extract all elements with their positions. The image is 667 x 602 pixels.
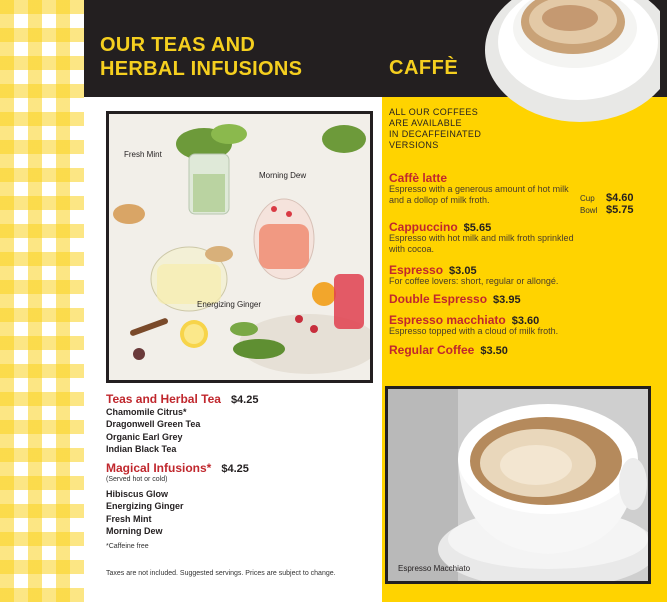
infusions-title: Magical Infusions* $4.25 [106,461,249,475]
item-regular-coffee: Regular Coffee $3.50 [389,343,508,357]
item-espresso-macchiato: Espresso macchiato $3.60 [389,313,540,327]
list-item: Fresh Mint [106,513,152,524]
teas-heading-line2: HERBAL INFUSIONS [100,58,303,80]
item-caffe-latte: Caffè latte [389,171,448,185]
caffe-latte-desc: Espresso with a generous amount of hot milk and a dollop of milk froth. [389,184,569,205]
infusions-note: (Served hot or cold) [106,476,168,483]
item-double-espresso: Double Espresso $3.95 [389,292,521,306]
list-item: Morning Dew [106,525,163,536]
cup-price: $4.60 [606,192,634,204]
teas-heading-line1: OUR TEAS AND [100,34,256,56]
item-cappuccino: Cappuccino $5.65 [389,220,492,234]
espresso-macchiato-desc: Espresso topped with a cloud of milk froth. [389,326,559,336]
list-item: Hibiscus Glow [106,489,169,499]
disclaimer: Taxes are not included. Suggested servings. Prices are subject to change. [106,570,336,577]
latte-prices [580,193,660,217]
teas-title: Teas and Herbal Tea $4.25 [106,392,259,406]
list-item: Chamomile Citrus* [106,407,187,417]
espresso-desc: For coffee lovers: short, regular or allongé. [389,276,559,286]
bowl-price: $5.75 [606,204,634,216]
list-item: Indian Black Tea [106,443,177,454]
list-item: Energizing Ginger [106,501,184,512]
decaf-note: ALL OUR COFFEES ARE AVAILABLE IN DECAFFEINATED VERSIONS [389,107,482,150]
infusions-list [106,488,184,537]
list-item: Dragonwell Green Tea [106,419,201,430]
item-espresso: Espresso $3.05 [389,263,477,277]
cup-label: Cup [580,194,595,203]
cappuccino-desc: Espresso with hot milk and milk froth sprinkled with cocoa. [389,233,574,254]
espresso-macchiato-photo [385,386,651,584]
gingham-pattern [0,0,84,602]
caffeine-free-footnote: *Caffeine free [106,543,149,550]
label-espresso-macchiato: Espresso Macchiato [398,564,471,573]
teas-heading [100,33,360,81]
label-energizing-ginger: Energizing Ginger [197,300,262,309]
teas-list [106,406,200,455]
label-fresh-mint: Fresh Mint [124,150,162,159]
caffe-heading: CAFFÈ [389,57,459,79]
bowl-label: Bowl [580,206,598,215]
label-morning-dew: Morning Dew [259,171,307,180]
espresso-cup-illustration [388,389,648,581]
teas-photo [106,111,373,383]
list-item: Organic Earl Grey [106,431,183,442]
